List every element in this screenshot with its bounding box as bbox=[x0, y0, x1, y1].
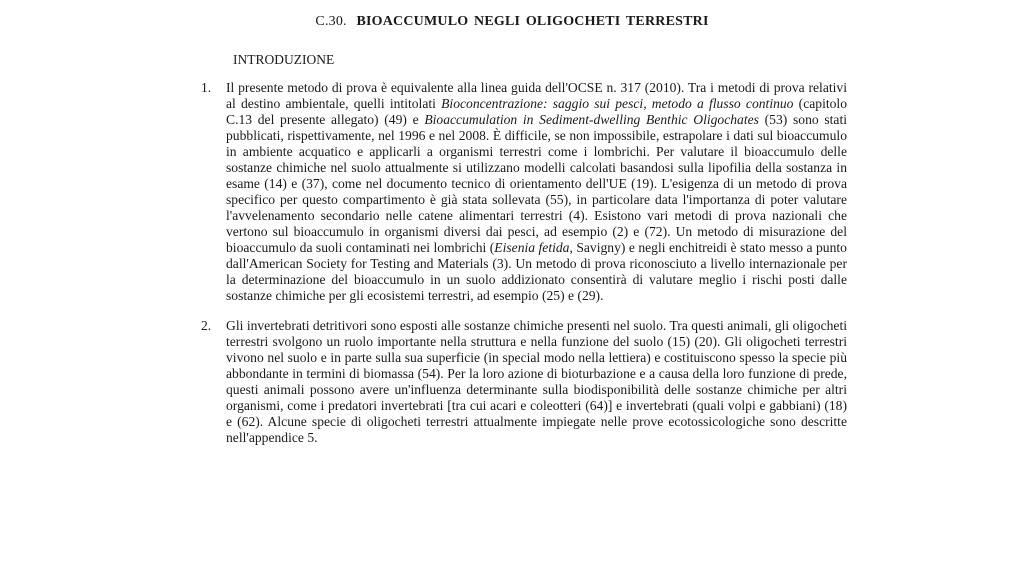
paragraph-text: (capitolo C.13 del presente allegato) (49) e bbox=[226, 96, 847, 127]
document-title bbox=[0, 14, 1024, 30]
paragraph-number: 2. bbox=[201, 318, 212, 333]
paragraph-2 bbox=[201, 318, 847, 446]
paragraph-italic-species: Eisenia fetida bbox=[494, 240, 570, 255]
paragraph-body bbox=[226, 80, 847, 304]
paragraph-text: , Savigny) e negli enchitreidi è stato messo a punto dall'American Society for Testing and Materials (3). Un metodo di prova riconosciuto a livello internazionale per la determinazione del bioaccumulo in un suolo addizionato consentirà di valutare meglio i rischi posti dalle sostanze chimiche per gli ecosistemi terrestri, ad esempio (25) e (29). bbox=[226, 240, 847, 303]
paragraph-italic-title: Bioconcentrazione: saggio sui pesci, metodo a flusso continuo bbox=[441, 96, 794, 111]
title-number: C.30. bbox=[315, 14, 347, 29]
paragraph-body: Gli invertebrati detritivori sono esposti alle sostanze chimiche presenti nel suolo. Tra questi animali, gli oligocheti terrestri svolgono un ruolo importante nella struttura e nella funzione del suolo (15) (20). Gli oligocheti terrestri vivono nel suolo e in parte sulla sua superficie (in special modo nella lettiera) e costituiscono spesso la specie più abbondante in termini di biomassa (54). Per la loro azione di bioturbazione e a causa della loro funzione di prede, questi animali possono avere un'influenza determinante sulla biodisponibilità delle sostanze chimiche per altri organismi, come i predatori invertebrati [tra cui acari e coleotteri (64)] e invertebrati (quali volpi e gabbiani) (18) e (62). Alcune specie di oligocheti terrestri attualmente impiegate nelle prove ecotossicologiche sono descritte nell'appendice 5. bbox=[226, 318, 847, 445]
paragraph-1 bbox=[201, 80, 847, 304]
paragraph-text: Il presente metodo di prova è equivalente alla linea guida dell'OCSE n. 317 (2010). Tra i metodi di prova relativi al destino ambientale, quelli intitolati bbox=[226, 80, 847, 111]
title-text: BIOACCUMULO NEGLI OLIGOCHETI TERRESTRI bbox=[356, 14, 709, 29]
paragraph-text: (53) sono stati pubblicati, rispettivamente, nel 1996 e nel 2008. È difficile, se non impossibile, estrapolare i dati sul bioaccumulo in ambiente acquatico e applicarli a organismi terrestri come i lombrichi. Per valutare il bioaccumulo delle sostanze chimiche nel suolo attualmente si utilizzano modelli calcolati basandosi sulla lipofilia della sostanza in esame (14) e (37), come nel documento tecnico di orientamento dell'UE (19). L'esigenza di un metodo di prova specifico per questo compartimento è già stata sollevata (55), in particolare data l'importanza di poter valutare l'avvelenamento secondario nelle catene alimentari terrestri (4). Esistono vari metodi di prova nazionali che vertono sul bioaccumulo in organismi diversi dai pesci, ad esempio (2) e (72). Un metodo di misurazione del bioaccumulo da suoli contaminati nei lombrichi ( bbox=[226, 112, 848, 255]
paragraph-number: 1. bbox=[201, 80, 212, 95]
section-heading: INTRODUZIONE bbox=[233, 52, 335, 67]
paragraph-italic-title: Bioaccumulation in Sediment-dwelling Benthic Oligochates bbox=[424, 112, 759, 127]
